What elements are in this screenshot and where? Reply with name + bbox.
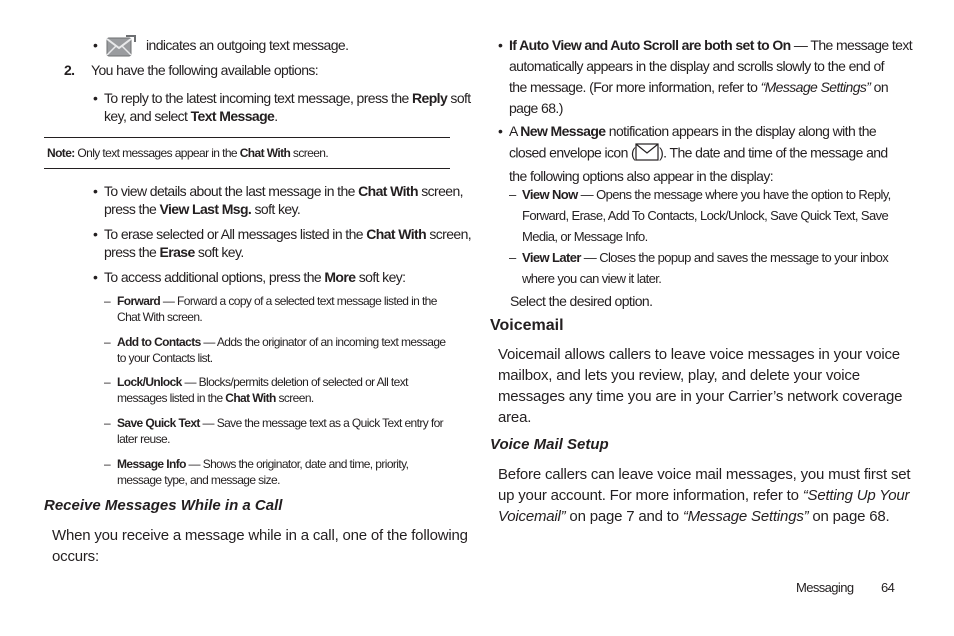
more-forward [117, 293, 457, 325]
step-2 [64, 61, 74, 79]
new-message-item [509, 122, 899, 185]
text: — Blocks/permits deletion of selected or All text [181, 375, 408, 389]
text: screen, [426, 226, 472, 242]
text: Forward, Erase, Add To Contacts, Lock/Unlock, Save Quick Text, Save [522, 208, 889, 223]
text: When you receive a message while in a call, one of the following [52, 527, 468, 544]
view-later-item [522, 249, 902, 287]
text: later reuse. [117, 432, 170, 446]
text: mailbox, and lets you review, play, and delete your voice [498, 367, 860, 384]
text: area. [498, 409, 532, 426]
chat-with-label: Chat With [225, 391, 276, 405]
view-now-label: View Now [522, 187, 578, 202]
text: occurs: [52, 548, 99, 565]
text: Before callers can leave voice mail messages, you must first set [498, 466, 911, 483]
text: ). The date and time of the message and [659, 144, 888, 161]
more-add-to-contacts [117, 334, 457, 366]
text: on page 7 and to [565, 508, 683, 525]
new-message-label: New Message [520, 123, 606, 139]
receive-messages-paragraph [52, 525, 468, 567]
text: — Adds the originator of an incoming text message [200, 335, 446, 349]
text: automatically appears in the display and scrolls slowly to the end of [509, 58, 884, 74]
view-later-label: View Later [522, 250, 581, 265]
view-last-msg-label: View Last Msg. [159, 201, 252, 217]
bullet: • [93, 37, 98, 53]
text: Voicemail allows callers to leave voice messages in your voice [498, 346, 900, 363]
text: the following options also appear in the display: [509, 168, 774, 184]
chat-with-label: Chat With [358, 183, 418, 199]
step-2-text: You have the following available options: [91, 62, 319, 78]
text: . [274, 108, 278, 124]
text: soft [447, 90, 471, 106]
text: — Save the message text as a Quick Text entry for [199, 416, 444, 430]
text: — Opens the message where you have the option to Reply, [577, 187, 891, 202]
option-reply [104, 89, 471, 125]
text: page 68.) [509, 100, 563, 116]
receive-messages-heading: Receive Messages While in a Call [44, 497, 283, 514]
text: screen, [417, 183, 463, 199]
more-lock-unlock [117, 374, 457, 406]
more-save-quick-text [117, 415, 457, 447]
text: screen. [275, 391, 314, 405]
text: up your account. For more information, refer to [498, 487, 803, 504]
setting-up-voicemail-ref: “Setting Up Your [802, 487, 910, 504]
auto-view-item [509, 36, 913, 117]
text: message type, and message size. [117, 473, 280, 487]
setting-up-voicemail-ref: Voicemail” [498, 508, 566, 525]
text: where you can view it later. [522, 271, 662, 286]
note-top-rule [44, 137, 450, 138]
voice-mail-setup-paragraph [498, 464, 911, 527]
erase-label: Erase [159, 244, 195, 260]
add-to-contacts-label: Add to Contacts [117, 335, 201, 349]
option-view-details [104, 182, 463, 218]
text: Media, or Message Info. [522, 229, 648, 244]
text: A [509, 123, 521, 139]
text: — Forward a copy of a selected text message listed in the [160, 294, 437, 308]
text: press the [104, 201, 160, 217]
text: soft key. [251, 201, 301, 217]
text: press the [104, 244, 160, 260]
text: To reply to the latest incoming text message, press the [104, 90, 413, 106]
message-settings-ref: “Message Settings” [682, 508, 809, 525]
text: key, and select [104, 108, 191, 124]
text: Chat With screen. [117, 310, 203, 324]
view-now-item [522, 186, 902, 245]
message-info-label: Message Info [117, 457, 186, 471]
text: to your Contacts list. [117, 351, 213, 365]
text: — Closes the popup and saves the message to your inbox [580, 250, 889, 265]
text: the message. (For more information, refer to [509, 79, 761, 95]
page-number: 64 [881, 580, 895, 595]
outgoing-message-icon [106, 34, 136, 63]
text: — The message text [790, 37, 913, 53]
text: — Shows the originator, date and time, priority, [185, 457, 409, 471]
auto-view-label: If Auto View and Auto Scroll are both set to On [509, 37, 791, 53]
option-more [104, 268, 405, 286]
voicemail-heading: Voicemail [490, 317, 564, 334]
text: closed envelope icon ( [509, 144, 636, 161]
note-bottom-rule [44, 168, 450, 169]
voicemail-paragraph [498, 344, 903, 428]
lock-unlock-label: Lock/Unlock [117, 375, 182, 389]
reply-key-label: Reply [412, 90, 448, 106]
closed-envelope-icon [635, 143, 659, 165]
text-message-label: Text Message [190, 108, 275, 124]
text: soft key. [194, 244, 244, 260]
voice-mail-setup-heading: Voice Mail Setup [490, 436, 609, 453]
more-label: More [324, 269, 356, 285]
save-quick-text-label: Save Quick Text [117, 416, 200, 430]
text: To access additional options, press the [104, 269, 325, 285]
text: To view details about the last message in the [104, 183, 359, 199]
text: Only text messages appear in the [74, 146, 240, 160]
text: messages any time you are in your Carrier’s network coverage [498, 388, 903, 405]
note-label: Note: [47, 146, 75, 160]
outgoing-text: indicates an outgoing text message. [146, 37, 349, 53]
step-number: 2. [64, 62, 75, 78]
text: soft key: [355, 269, 406, 285]
select-option-text: Select the desired option. [510, 293, 653, 309]
text: messages listed in the [117, 391, 226, 405]
chat-with-label: Chat With [239, 146, 291, 160]
text: screen. [290, 146, 329, 160]
message-settings-ref: “Message Settings” [760, 79, 871, 95]
text: on [870, 79, 889, 95]
forward-label: Forward [117, 294, 161, 308]
chat-with-label: Chat With [366, 226, 427, 242]
text: To erase selected or All messages listed in the [104, 226, 367, 242]
option-erase [104, 225, 472, 261]
footer-section: Messaging [796, 580, 854, 595]
text: on page 68. [808, 508, 890, 525]
more-message-info [117, 456, 457, 488]
note [47, 145, 328, 161]
text: notification appears in the display along with the [605, 123, 877, 139]
